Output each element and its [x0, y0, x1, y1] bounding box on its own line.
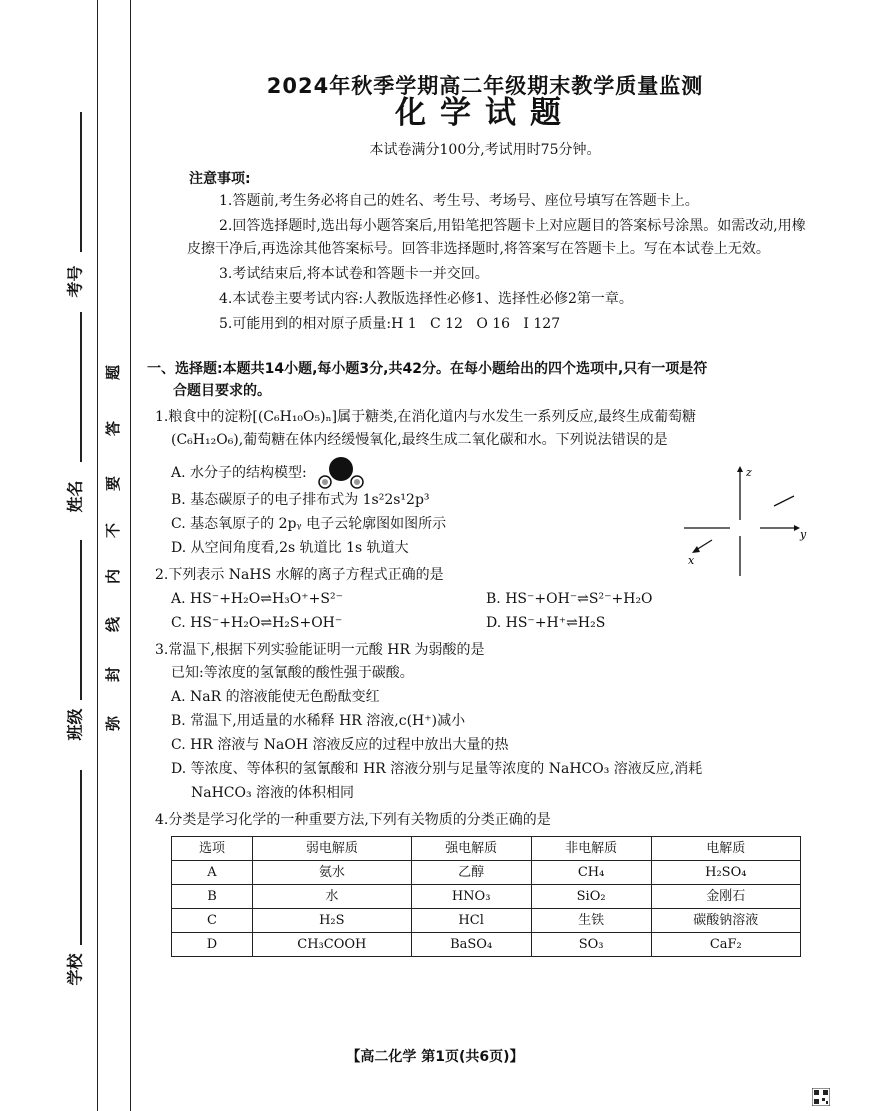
q1-option-c: C. 基态氧原子的 2pᵧ 电子云轮廓图如图所示: [171, 516, 447, 532]
q3-stem: 3.常温下,根据下列实验能证明一元酸 HR 为弱酸的是: [155, 642, 485, 658]
name-underline: [80, 312, 82, 462]
class-underline: [80, 540, 82, 700]
q1-option-d: D. 从空间角度看,2s 轨道比 1s 轨道大: [171, 540, 409, 556]
table-cell: CH₄: [531, 861, 651, 885]
school-label: 学校: [65, 953, 85, 986]
page-footer: 【高二化学 第1页(共6页)】: [346, 1049, 524, 1065]
warning-char: 线: [104, 616, 123, 633]
orbital-axes-diagram: [680, 464, 820, 579]
q3-option-d-line2: NaHCO₃ 溶液的体积相同: [191, 785, 355, 801]
table-row: [172, 861, 801, 885]
warning-char: 题: [104, 364, 123, 381]
name-label: 姓名: [65, 480, 85, 513]
q2-option-d: D. HS⁻+H⁺⇌H₂S: [486, 615, 606, 631]
table-row: [172, 885, 801, 909]
notice-item: 3.考试结束后,将本试卷和答题卡一并交回。: [219, 266, 489, 282]
notice-item: 1.答题前,考生务必将自己的姓名、考生号、考场号、座位号填写在答题卡上。: [219, 193, 699, 209]
table-cell: 水: [253, 885, 412, 909]
q3-option-b: B. 常温下,用适量的水稀释 HR 溶液,c(H⁺)减小: [171, 713, 466, 729]
question-3: [155, 639, 815, 805]
q1-option-a-text: A. 水分子的结构模型:: [171, 465, 307, 481]
table-cell: 乙醇: [411, 861, 531, 885]
margin-line-outer: [97, 0, 98, 1111]
warning-char: 封: [104, 666, 123, 683]
q2-stem: 2.下列表示 NaHS 水解的离子方程式正确的是: [155, 567, 444, 583]
warning-char: 要: [104, 475, 123, 492]
class-label: 班级: [65, 708, 85, 741]
table-cell: HCl: [411, 909, 531, 933]
warning-char: 弥: [104, 715, 123, 732]
table-cell: HNO₃: [411, 885, 531, 909]
table-cell: SO₃: [531, 933, 651, 957]
q2-options-row2: [155, 611, 815, 635]
q3-given: 已知:等浓度的氢氰酸的酸性强于碳酸。: [171, 665, 414, 681]
exam-meta: 本试卷满分100分,考试用时75分钟。: [369, 142, 601, 158]
notice-heading: 注意事项:: [189, 171, 251, 187]
table-cell: BaSO₄: [411, 933, 531, 957]
q4-stem: 4.分类是学习化学的一种重要方法,下列有关物质的分类正确的是: [155, 812, 551, 828]
section-heading: [147, 358, 815, 402]
table-header-cell: 强电解质: [411, 837, 531, 861]
margin-line-inner: [130, 0, 131, 1111]
water-molecule-model: [311, 456, 371, 490]
q3-option-d-line1: D. 等浓度、等体积的氢氰酸和 HR 溶液分别与足量等浓度的 NaHCO₃ 溶液反应,消耗: [171, 761, 703, 777]
table-cell: 碳酸钠溶液: [651, 909, 800, 933]
section-heading-line2: 合题目要求的。: [173, 383, 271, 399]
table-cell: 氨水: [253, 861, 412, 885]
q3-option-c: C. HR 溶液与 NaOH 溶液反应的过程中放出大量的热: [171, 737, 509, 753]
axis-y-label: y: [800, 528, 807, 541]
table-cell: B: [172, 885, 253, 909]
table-cell: D: [172, 933, 253, 957]
q2-option-c: C. HS⁻+H₂O⇌H₂S+OH⁻: [171, 615, 343, 631]
warning-char: 答: [104, 420, 123, 437]
axis-x-label: x: [688, 554, 695, 567]
table-cell: C: [172, 909, 253, 933]
section-heading-line1: 一、选择题:本题共14小题,每小题3分,共42分。在每小题给出的四个选项中,只有一项是符: [147, 361, 708, 377]
subject-title: 化学试题: [395, 95, 575, 131]
notice-block: [155, 169, 815, 336]
q1-option-b: B. 基态碳原子的电子排布式为 1s²2s¹2p³: [171, 492, 430, 508]
exam-content: [147, 70, 815, 957]
table-cell: H₂SO₄: [651, 861, 800, 885]
table-cell: 生铁: [531, 909, 651, 933]
exam-no-underline: [80, 112, 82, 252]
q2-option-b: B. HS⁻+OH⁻⇌S²⁻+H₂O: [486, 591, 653, 607]
table-header-row: [172, 837, 801, 861]
table-row: [172, 909, 801, 933]
q3-option-a: A. NaR 的溶液能使无色酚酞变红: [171, 689, 380, 705]
table-cell: A: [172, 861, 253, 885]
q2-options-row1: [155, 587, 815, 611]
table-header-cell: 弱电解质: [253, 837, 412, 861]
notice-item: 2.回答选择题时,选出每小题答案后,用铅笔把答题卡上对应题目的答案标号涂黑。如需改动,用橡皮擦干净后,再选涂其他答案标号。回答非选择题时,将答案写在答题卡上。写在本试卷上无效。: [187, 218, 806, 257]
exam-no-label: 考号: [65, 265, 85, 298]
axis-z-label: z: [746, 466, 752, 479]
table-header-cell: 选项: [172, 837, 253, 861]
table-header-cell: 电解质: [651, 837, 800, 861]
warning-char: 内: [104, 568, 123, 585]
q1-stem-line1: 1.粮食中的淀粉[(C₆H₁₀O₅)ₙ]属于糖类,在消化道内与水发生一系列反应,最终生成葡萄糖: [155, 409, 697, 425]
question-4: [155, 809, 815, 957]
table-cell: H₂S: [253, 909, 412, 933]
q1-stem-line2: (C₆H₁₂O₆),葡萄糖在体内经缓慢氧化,最终生成二氧化碳和水。下列说法错误的是: [171, 432, 668, 448]
question-1: [155, 406, 815, 567]
q2-option-a: A. HS⁻+H₂O⇌H₃O⁺+S²⁻: [171, 591, 343, 607]
table-cell: 金刚石: [651, 885, 800, 909]
school-underline: [80, 770, 82, 945]
table-cell: SiO₂: [531, 885, 651, 909]
table-cell: CH₃COOH: [253, 933, 412, 957]
classification-table: [171, 836, 801, 957]
warning-char: 不: [104, 522, 123, 539]
table-cell: CaF₂: [651, 933, 800, 957]
qr-code-mark: [812, 1088, 830, 1106]
exam-title: 2024年秋季学期高二年级期末教学质量监测: [266, 74, 704, 98]
notice-item: 5.可能用到的相对原子质量:H 1 C 12 O 16 I 127: [219, 316, 561, 332]
notice-item: 4.本试卷主要考试内容:人教版选择性必修1、选择性必修2第一章。: [219, 291, 633, 307]
table-row: [172, 933, 801, 957]
table-header-cell: 非电解质: [531, 837, 651, 861]
